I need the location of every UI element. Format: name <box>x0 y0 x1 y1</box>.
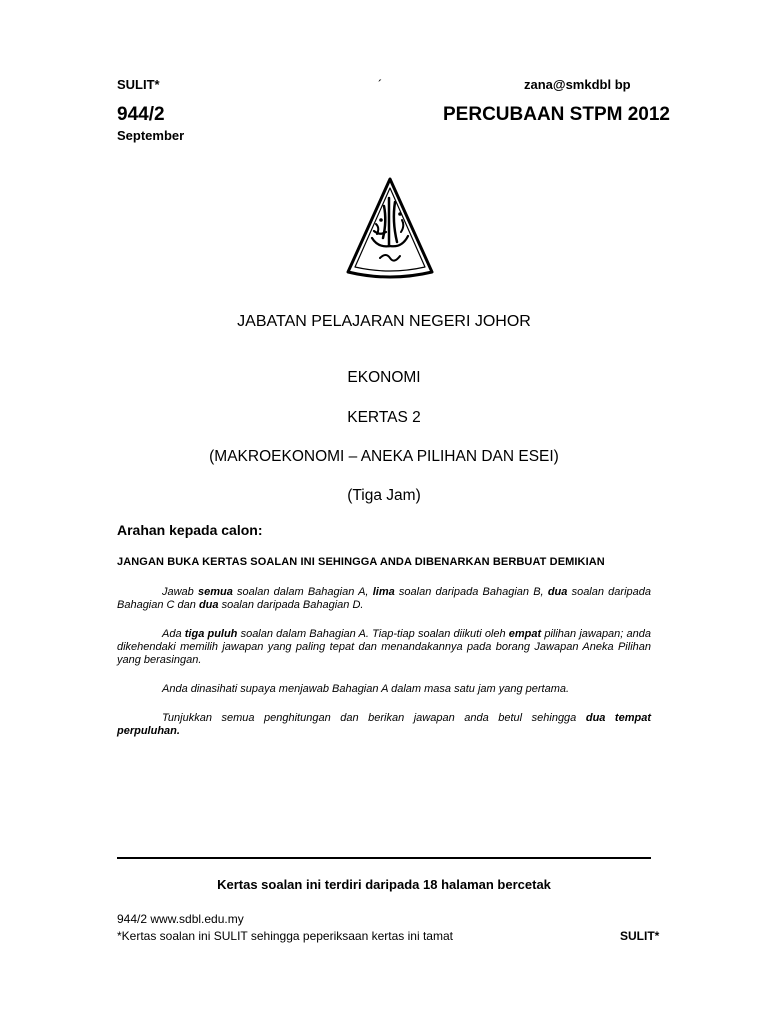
paper-code: 944/2 <box>117 104 165 125</box>
footer-source: 944/2 www.sdbl.edu.my <box>117 912 244 926</box>
paper-number: KERTAS 2 <box>347 409 421 426</box>
instruction-paragraph-4: Tunjukkan semua penghitungan dan berikan jawapan anda betul sehingga dua tempat perpuluhan. <box>117 712 651 737</box>
instruction-paragraph-2: Ada tiga puluh soalan dalam Bahagian A. Tiap-tiap soalan diikuti oleh empat pilihan jawapan; anda dikehendaki memilih jawapan yang paling tepat dan menandakannya pada borang Jawapan Aneka Pilihan yang berasingan. <box>117 628 651 666</box>
instructions-warning: JANGAN BUKA KERTAS SOALAN INI SEHINGGA ANDA DIBENARKAN BERBUAT DEMIKIAN <box>117 556 605 568</box>
author-email: zana@smkdbl bp <box>524 77 631 92</box>
exam-title: PERCUBAAN STPM 2012 <box>443 104 670 125</box>
classification-label: SULIT* <box>117 77 160 92</box>
instruction-paragraph-3: Anda dinasihati supaya menjawab Bahagian A dalam masa satu jam yang pertama. <box>162 683 570 695</box>
exam-duration: (Tiga Jam) <box>347 487 421 504</box>
department-title: JABATAN PELAJARAN NEGERI JOHOR <box>237 313 531 330</box>
johor-crest-icon <box>344 176 436 280</box>
subject-title: EKONOMI <box>347 369 421 386</box>
header-mark: ´ <box>378 77 383 92</box>
footer-divider <box>117 857 651 859</box>
footer-confidential-note: *Kertas soalan ini SULIT sehingga peperiksaan kertas ini tamat <box>117 929 453 943</box>
paper-scope: (MAKROEKONOMI – ANEKA PILIHAN DAN ESEI) <box>209 448 559 465</box>
page-count-note: Kertas soalan ini terdiri daripada 18 halaman bercetak <box>217 877 551 892</box>
instructions-heading: Arahan kepada calon: <box>117 522 263 538</box>
footer-classification: SULIT* <box>620 929 660 943</box>
exam-month: September <box>117 128 185 143</box>
instruction-paragraph-1: Jawab semua soalan dalam Bahagian A, lima soalan daripada Bahagian B, dua soalan daripada Bahagian C dan dua soalan daripada Bahagian D. <box>117 586 651 611</box>
